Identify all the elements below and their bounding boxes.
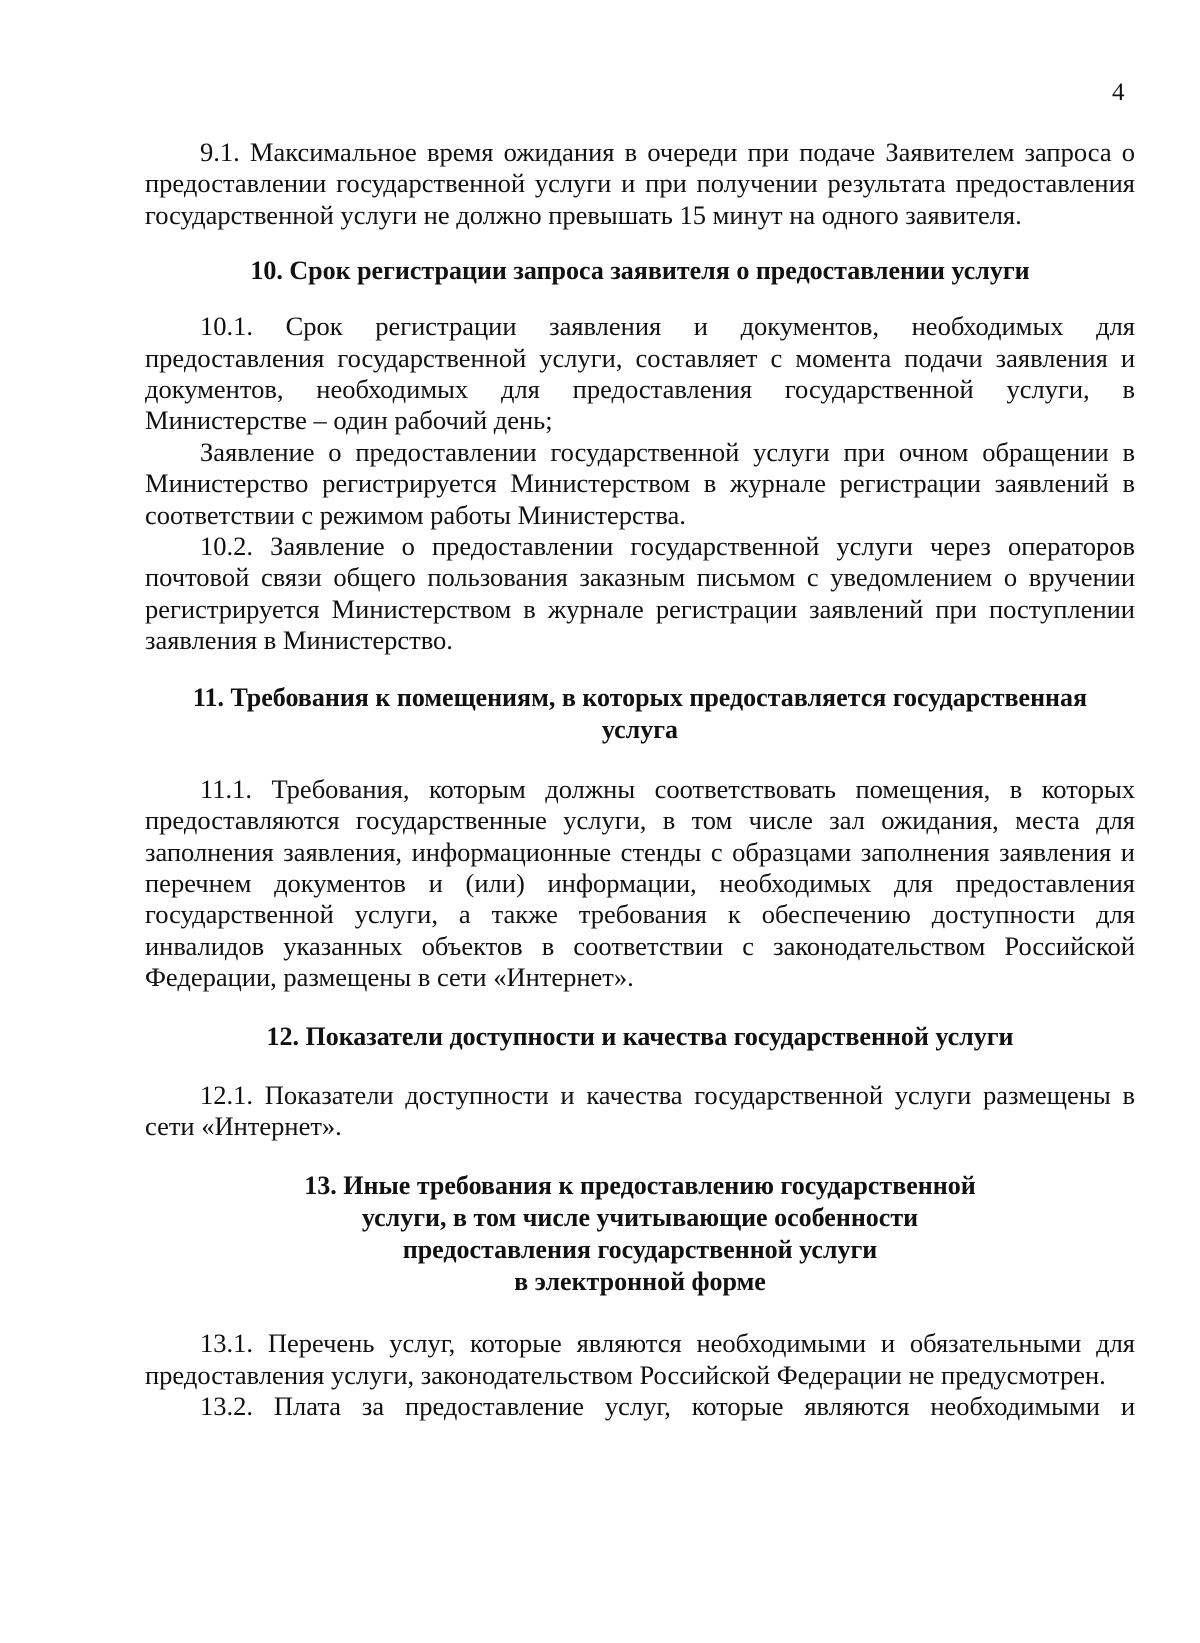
heading-line: услуги, в том числе учитывающие особенности [361,1203,919,1233]
paragraph-10-2: 10.2. Заявление о предоставлении государственной услуги через операторов почтовой связи общего пользования заказным письмом с уведомлением о вручении регистрируется Министерством в журнале регистрации заявлений при поступлении заявления в Министерство. [145,531,1135,656]
heading-line: 13. Иные требования к предоставлению государственной [304,1171,976,1201]
heading-line: 10. Срок регистрации запроса заявителя о предоставлении услуги [250,256,1030,286]
section-heading-11 [145,682,1135,746]
heading-line: 11. Требования к помещениям, в которых предоставляется государственная [192,682,1088,712]
paragraph-10-1-continued: Заявление о предоставлении государственной услуги при очном обращении в Министерство регистрируется Министерством в журнале регистрации заявлений в соответствии с режимом работы Министерства. [145,436,1135,530]
paragraph-11-1: 11.1. Требования, которым должны соответствовать помещения, в которых предоставляются государственные услуги, в том числе зал ожидания, места для заполнения заявления, информационные стенды с образцами заполнения заявления и перечнем документов и (или) информации, необходимых для предоставления государственной услуги, а также требования к обеспечению доступности для инвалидов указанных объектов в соответствии с законодательством Российской Федерации, размещены в сети «Интернет». [145,773,1135,993]
section-heading-12 [145,1021,1135,1053]
section-heading-10 [145,255,1135,287]
section-heading-13 [145,1170,1135,1298]
page-number: 4 [1112,79,1125,106]
paragraph-10-1: 10.1. Срок регистрации заявления и документов, необходимых для предоставления государственной услуги, составляет с момента подачи заявления и документов, необходимых для предоставления государственной услуги, в Министерстве – один рабочий день; [145,311,1135,436]
paragraph-9-1: 9.1. Максимальное время ожидания в очереди при подаче Заявителем запроса о предоставлении государственной услуги и при получении результата предоставления государственной услуги не должно превышать 15 минут на одного заявителя. [145,137,1135,230]
heading-line: предоставления государственной услуги [402,1235,878,1265]
heading-line: услуга [601,714,679,744]
heading-line: 12. Показатели доступности и качества государственной услуги [266,1021,1014,1051]
heading-line: в электронной форме [514,1267,766,1297]
paragraph-13-2: 13.2. Плата за предоставление услуг, которые являются необходимыми и [200,1391,1135,1422]
paragraph-12-1: 12.1. Показатели доступности и качества государственной услуги размещены в сети «Интернет». [145,1079,1135,1141]
paragraph-13-1: 13.1. Перечень услуг, которые являются необходимыми и обязательными для предоставления услуги, законодательством Российской Федерации не предусмотрен. [145,1328,1135,1390]
document-body [145,137,1135,1423]
